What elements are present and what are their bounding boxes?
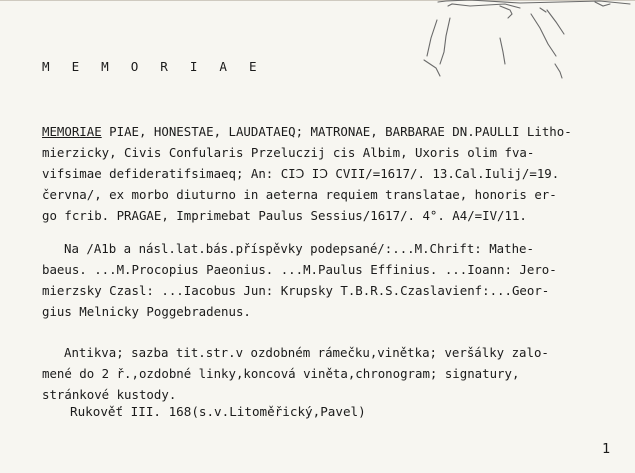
contributors-paragraph — [42, 238, 602, 322]
page-number: 1 — [602, 441, 611, 457]
entry-line: go fcrib. PRAGAE, Imprimebat Paulus Sessius/1617/. 4°. A4/=IV/11. — [42, 208, 527, 223]
entry-line: mierzicky, Civis Confularis Przeluczij cis Albim, Uxoris olim fva- — [42, 145, 535, 160]
contributors-line: Na /A1b a násl.lat.bás.příspěvky podepsané/:...M.Chrift: Mathe- — [64, 241, 534, 256]
description-line: stránkové kustody. — [42, 387, 177, 402]
reference-citation: Rukověť III. 168(s.v.Litoměřický,Pavel) — [70, 404, 366, 419]
description-line: mené do 2 ř.,ozdobné linky,koncová viněta,chronogram; signatury, — [42, 366, 520, 381]
contributors-line: baeus. ...M.Procopius Paeonius. ...M.Paulus Effinius. ...Ioann: Jero- — [42, 262, 557, 277]
contributors-line: mierzsky Czasl: ...Iacobus Jun: Krupsky T.B.R.S.Czaslavienf:...Geor- — [42, 283, 550, 298]
contributors-line: gius Melnicky Poggebradenus. — [42, 304, 251, 319]
description-paragraph — [42, 342, 602, 405]
entry-line: vifsimae defideratifsimaeq; An: CIↃ IↃ CVII/=1617/. 13.Cal.Iulij/=19. — [42, 166, 560, 181]
description-line: Antikva; sazba tit.str.v ozdobném rámečku,vinětka; veršálky zalo- — [64, 345, 549, 360]
entry-line-text: PIAE, HONESTAE, LAUDATAEQ; MATRONAE, BARBARAE DN.PAULLI Litho- — [101, 124, 572, 139]
entry-title-word: MEMORIAE — [42, 124, 102, 139]
card-heading: M E M O R I A E — [42, 59, 264, 74]
entry-line: června/, ex morbo diuturno in aeterna requiem translatae, honoris er- — [42, 187, 557, 202]
bibliographic-entry — [42, 121, 602, 226]
entry-line — [42, 121, 602, 142]
